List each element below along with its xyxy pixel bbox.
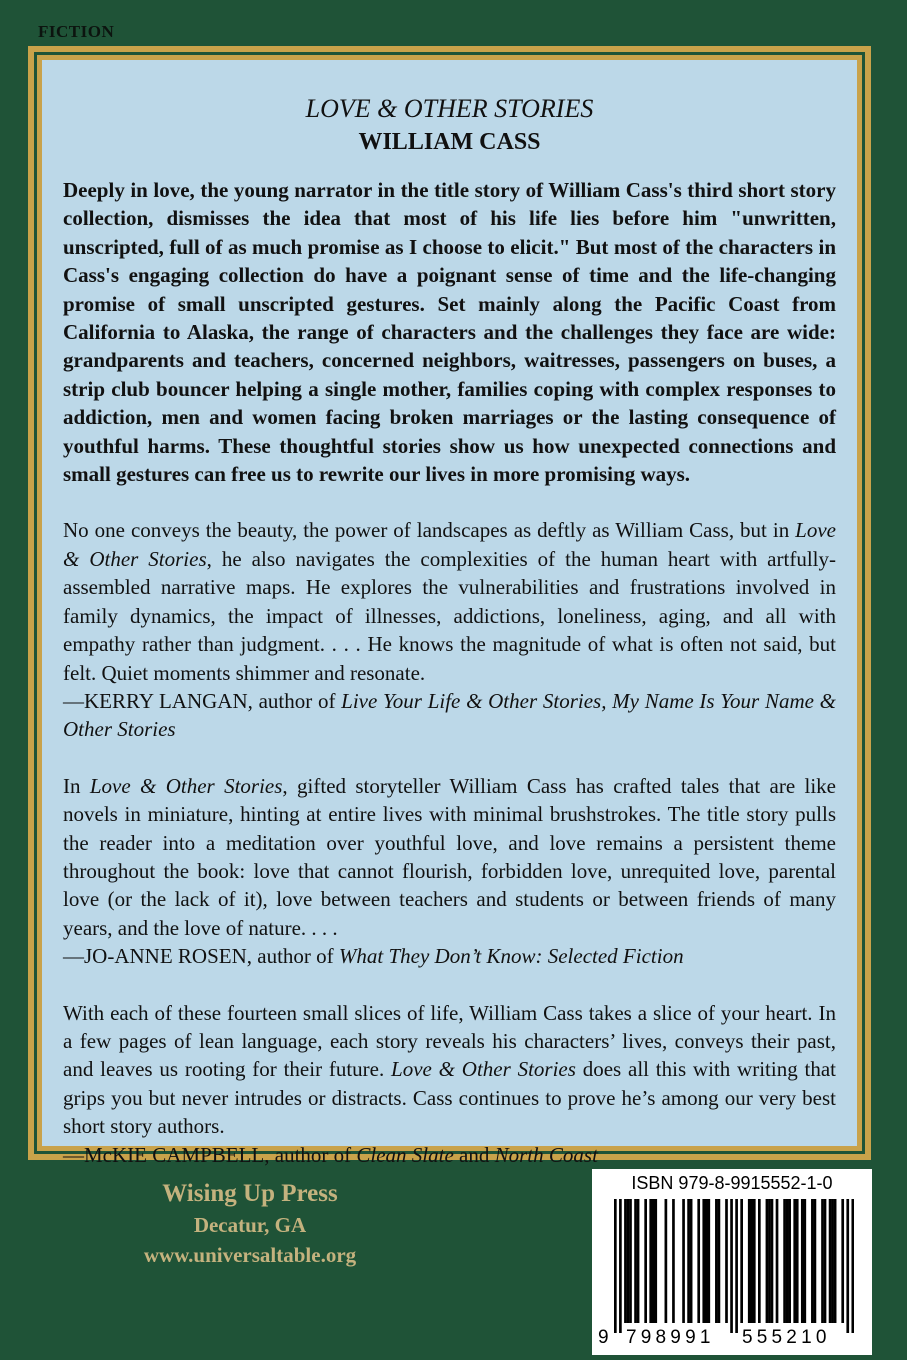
barcode-bar — [740, 1199, 743, 1323]
barcode-bar — [725, 1199, 728, 1323]
barcode-bar — [629, 1199, 632, 1323]
blurb-3-works-2: North Coast — [494, 1142, 598, 1167]
barcode-bar — [803, 1199, 806, 1323]
barcode-bar — [829, 1199, 832, 1323]
barcode-bar — [624, 1199, 627, 1323]
blurb-3 — [63, 999, 836, 1169]
barcode-bar — [665, 1199, 668, 1323]
barcode-bar — [718, 1199, 721, 1323]
barcode-bar — [788, 1199, 791, 1323]
blurb-3-attribution: —McKIE CAMPBELL, author of — [63, 1142, 357, 1167]
barcode-bar — [619, 1199, 622, 1333]
barcode-bar — [634, 1199, 637, 1323]
barcode-bar — [627, 1199, 630, 1323]
blurb-1-text-a: No one conveys the beauty, the power of landscapes as deftly as William Cass, but in — [63, 518, 796, 543]
barcode-bar — [672, 1199, 675, 1323]
barcode-group-1: 798991 — [626, 1327, 715, 1348]
barcode-bar — [644, 1199, 647, 1323]
isbn-label: ISBN 979-8-9915552-1-0 — [631, 1173, 833, 1193]
barcode-bar — [654, 1199, 657, 1323]
blurb-3-works-join: and — [453, 1142, 495, 1167]
book-description: Deeply in love, the young narrator in the title story of William Cass's third short story collection, dismisses the idea that most of his life lies before him "unwritten, unscripted, full of as much promise as I choose to elicit." But most of the characters in Cass's engaging collection do have a poignant sense of time and the life-changing promise of small unscripted gestures. Set mainly along the Pacific Coast from California to Alaska, the range of characters and the challenges they face are wide: grandparents and teachers, concerned neighbors, waitresses, passengers on buses, a strip club bouncer helping a single mother, families coping with complex responses to addiction, men and women facing broken marriages or the lasting consequence of youthful harms. These thoughtful stories show us how unexpected connections and small gestures can free us to rewrite our lives in more promising ways. — [63, 178, 836, 487]
blurb-2 — [63, 772, 836, 971]
isbn-barcode — [592, 1169, 872, 1355]
barcode-bar — [715, 1199, 718, 1323]
barcode-bar — [793, 1199, 796, 1323]
publisher-website: www.universaltable.org — [143, 1243, 357, 1267]
barcode-bar — [705, 1199, 708, 1323]
blurb-1-attribution: —KERRY LANGAN, author of — [63, 688, 342, 713]
blurb-1-works: Live Your Life & Other Stories, My Name Is Your Name & Other Stories — [63, 688, 836, 742]
barcode-bar — [811, 1199, 814, 1323]
publisher-location: Decatur, GA — [193, 1213, 307, 1237]
barcode-bar — [771, 1199, 774, 1323]
barcode-bar — [682, 1199, 685, 1323]
publisher-block — [130, 1178, 370, 1270]
barcode-bar — [814, 1199, 817, 1323]
barcode-bar — [801, 1199, 804, 1323]
blurb-2-text-b: , gifted storyteller William Cass has crafted tales that are like novels in miniature, hinting at entire lives with minimal brushstrokes. The title story pulls the reader into a meditation over youthful love, and love remains a persistent theme throughout the book: love that cannot flourish, forbidden love, unrequited love, parental love (or the lack of it), love between teachers and students or between friends of many years, and the love of nature. . . . — [63, 773, 837, 940]
barcode-bar — [821, 1199, 824, 1323]
blurb-2-works: What They Don’t Know: Selected Fiction — [338, 944, 684, 969]
barcode-bar — [637, 1199, 640, 1323]
blurb-1-text-b: , he also navigates the complexities of the human heart with artfully-assembled narrative maps. He explores the vulnerabilities and frustrations involved in family dynamics, the impact of illnesses, addictions, loneliness, aging, and all with empathy rather than judgment. . . . He knows the magnitude of what is often not said, but felt. Quiet moments shimmer and resonate. — [63, 546, 836, 685]
barcode-bar — [831, 1199, 834, 1323]
barcode-bar — [846, 1199, 849, 1333]
publisher-name: Wising Up Press — [162, 1180, 338, 1207]
barcode-bar — [786, 1199, 789, 1323]
barcode-bar — [649, 1199, 652, 1323]
blurb-3-works: Clean Slate — [356, 1142, 454, 1167]
barcode-bar — [766, 1199, 769, 1323]
barcode-bar — [690, 1199, 693, 1323]
barcode-bar — [758, 1199, 761, 1323]
barcode-group-2: 555210 — [742, 1327, 831, 1348]
barcode-bar — [851, 1199, 854, 1333]
book-author: WILLIAM CASS — [358, 129, 541, 155]
blurb-1-title: Love & Other Stories — [63, 518, 836, 571]
barcode-bar — [768, 1199, 771, 1323]
blurb-2-title: Love & Other Stories — [89, 773, 283, 798]
barcode-lead-digit: 9 — [598, 1327, 609, 1348]
barcode-bar — [697, 1199, 700, 1323]
barcode-bar — [730, 1199, 733, 1333]
barcode-bar — [753, 1199, 756, 1323]
blurb-3-title: Love & Other Stories — [391, 1057, 576, 1082]
barcode-bar — [652, 1199, 655, 1323]
barcode-bar — [796, 1199, 799, 1323]
barcode-bar — [687, 1199, 690, 1323]
barcode-bar — [824, 1199, 827, 1323]
barcode-bar — [748, 1199, 751, 1323]
barcode-bar — [841, 1199, 844, 1323]
barcode-bar — [783, 1199, 786, 1323]
barcode-bar — [834, 1199, 837, 1323]
blurb-2-attribution: —JO-ANNE ROSEN, author of — [63, 944, 339, 969]
book-title: LOVE & OTHER STORIES — [305, 94, 594, 123]
barcode-bar — [707, 1199, 710, 1323]
blurb-2-text-a: In — [63, 773, 90, 798]
blurb-3-text-a: With each of these fourteen small slices of life, William Cass takes a slice of your heart. In a few pages of lean language, each story reveals his characters’ lives, conveys their past, and leaves us rooting for their future. — [63, 1000, 836, 1082]
genre-label: FICTION — [38, 22, 115, 41]
barcode-bar — [614, 1199, 617, 1333]
barcode-bar — [750, 1199, 753, 1323]
barcode-bars — [614, 1199, 854, 1333]
barcode-bar — [735, 1199, 738, 1333]
barcode-bar — [776, 1199, 779, 1323]
blurb-3-text-b: does all this with writing that grips you but never intrudes or distracts. Cass continues to prove he’s among our very best short story authors. — [63, 1057, 836, 1139]
barcode-bar — [702, 1199, 705, 1323]
blurb-panel — [42, 60, 857, 1167]
blurb-1 — [63, 516, 836, 743]
